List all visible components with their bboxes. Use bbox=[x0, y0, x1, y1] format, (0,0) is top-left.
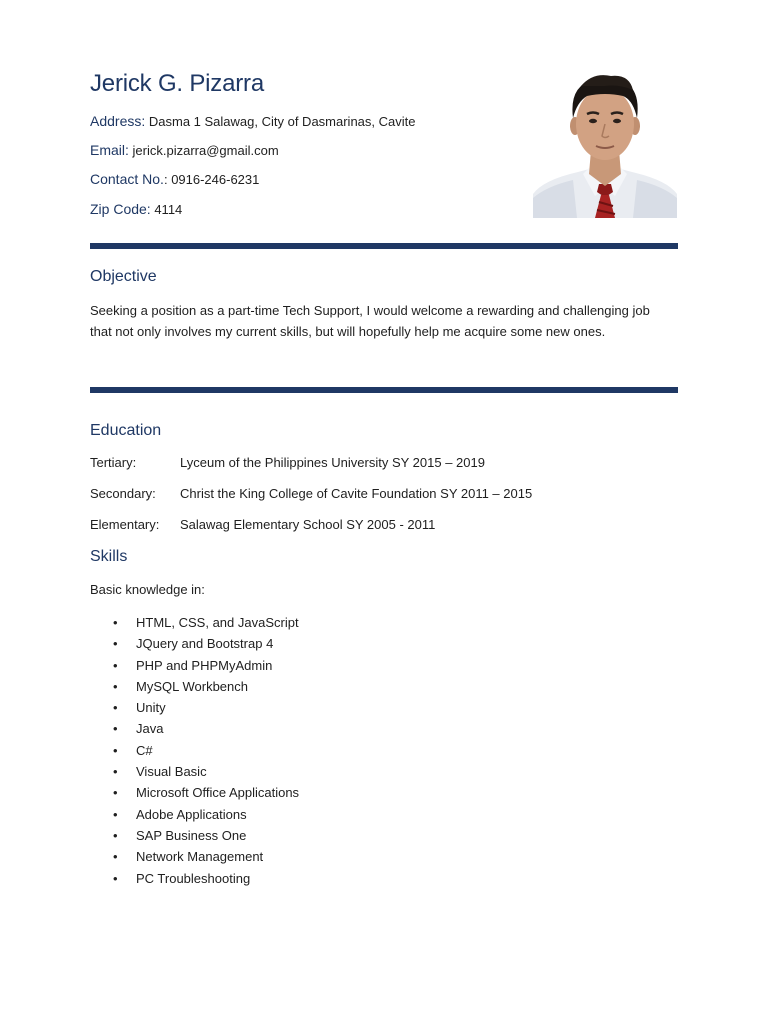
list-item: • MySQL Workbench bbox=[90, 676, 299, 697]
skills-list bbox=[90, 612, 299, 889]
objective-heading: Objective bbox=[90, 268, 157, 285]
contact-row bbox=[90, 171, 259, 187]
list-item: • Adobe Applications bbox=[90, 804, 299, 825]
list-item: • HTML, CSS, and JavaScript bbox=[90, 612, 299, 633]
list-item: • Microsoft Office Applications bbox=[90, 782, 299, 803]
objective-line: Seeking a position as a part-time Tech Support, I would welcome a rewarding and challenging job bbox=[90, 303, 650, 318]
bullet: • bbox=[113, 806, 118, 822]
zip-label: Zip Code: bbox=[90, 201, 151, 217]
zip-row bbox=[90, 201, 182, 217]
objective-text bbox=[90, 300, 680, 342]
skills-heading: Skills bbox=[90, 548, 128, 565]
email-row bbox=[90, 142, 279, 158]
email-label: Email: bbox=[90, 142, 129, 158]
applicant-name: Jerick G. Pizarra bbox=[90, 70, 264, 97]
address-label: Address: bbox=[90, 113, 146, 129]
bullet: • bbox=[113, 764, 118, 780]
email-value: jerick.pizarra@gmail.com bbox=[132, 143, 279, 158]
objective-line: that not only involves my current skills, but will hopefully help me acquire some new ones. bbox=[90, 324, 606, 339]
contact-label: Contact No. bbox=[90, 171, 164, 187]
bullet: • bbox=[113, 742, 118, 758]
list-item: • C# bbox=[90, 740, 299, 761]
bullet: • bbox=[113, 721, 118, 737]
section-divider bbox=[90, 387, 678, 393]
list-item: • PC Troubleshooting bbox=[90, 868, 299, 889]
bullet: • bbox=[113, 870, 118, 886]
bullet: • bbox=[113, 636, 118, 652]
bullet: • bbox=[113, 678, 118, 694]
list-item: • SAP Business One bbox=[90, 825, 299, 846]
profile-photo-illustration bbox=[533, 72, 677, 218]
skills-intro: Basic knowledge in: bbox=[90, 582, 205, 597]
list-item: • Network Management bbox=[90, 846, 299, 867]
bullet: • bbox=[113, 785, 118, 801]
education-heading: Education bbox=[90, 422, 162, 439]
bullet: • bbox=[113, 827, 118, 843]
zip-value: 4114 bbox=[154, 202, 183, 217]
bullet: • bbox=[113, 657, 118, 673]
education-level: Tertiary: bbox=[90, 455, 137, 470]
list-item: • Java bbox=[90, 718, 299, 739]
list-item: • JQuery and Bootstrap 4 bbox=[90, 633, 299, 654]
bullet: • bbox=[113, 615, 118, 630]
bullet: • bbox=[113, 700, 118, 716]
list-item: • Unity bbox=[90, 697, 299, 718]
education-school: Christ the King College of Cavite Foundation SY 2011 – 2015 bbox=[180, 486, 533, 501]
education-level: Secondary: bbox=[90, 486, 156, 501]
address-row bbox=[90, 113, 415, 129]
contact-value: 0916-246-6231 bbox=[171, 172, 260, 187]
contact-separator: : bbox=[163, 172, 168, 187]
list-item: • Visual Basic bbox=[90, 761, 299, 782]
education-school: Lyceum of the Philippines University SY 2015 – 2019 bbox=[180, 455, 485, 470]
section-divider bbox=[90, 243, 678, 249]
education-school: Salawag Elementary School SY 2005 - 2011 bbox=[180, 517, 436, 532]
profile-photo bbox=[533, 72, 677, 218]
list-item: • PHP and PHPMyAdmin bbox=[90, 655, 299, 676]
address-value: Dasma 1 Salawag, City of Dasmarinas, Cavite bbox=[148, 114, 416, 129]
bullet: • bbox=[113, 849, 118, 865]
education-level: Elementary: bbox=[90, 517, 160, 532]
